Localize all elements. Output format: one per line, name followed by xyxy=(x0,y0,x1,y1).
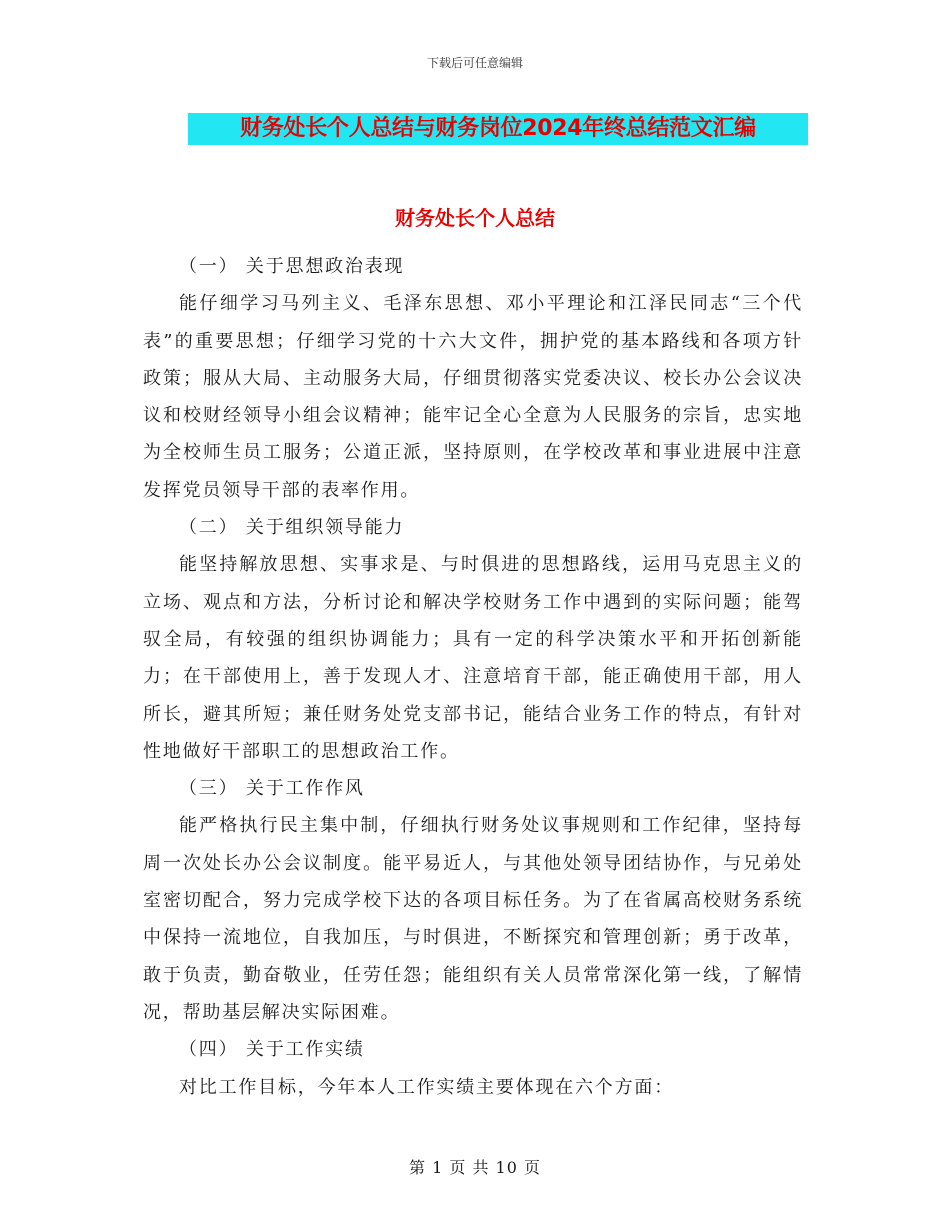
subsection-heading-3: （三） 关于工作作风 xyxy=(179,778,365,800)
subsection-heading-4: （四） 关于工作实绩 xyxy=(179,1039,365,1061)
section-title: 财务处长个人总结 xyxy=(395,206,555,230)
header-note: 下载后可任意编辑 xyxy=(426,56,523,70)
body-paragraph-4: 对比工作目标，今年本人工作实绩主要体现在六个方面： xyxy=(179,1076,674,1098)
body-paragraph-1: 能仔细学习马列主义、毛泽东思想、邓小平理论和江泽民同志“三个代表”的重要思想；仔细学习党的十六大文件，拥护党的基本路线和各项方针政策；服从大局、主动服务大局，仔细贯彻落实党委决议、校长办公会议决议和校财经领导小组会议精神；能牢记全心全意为人民服务的宗旨，忠实地为全校师生员工服务；公道正派，坚持原则，在学校改革和事业进展中注意发挥党员领导干部的表率作用。 xyxy=(143,293,803,501)
subsection-heading-1: （一） 关于思想政治表现 xyxy=(179,256,405,277)
body-paragraph-3: 能严格执行民主集中制，仔细执行财务处议事规则和工作纪律，坚持每周一次处长办公会议制度。能平易近人，与其他处领导团结协作，与兄弟处室密切配合，努力完成学校下达的各项目标任务。为了在省属高校财务系统中保持一流地位，自我加压，与时俱进，不断探究和管理创新；勇于改革，敢于负责，勤奋敬业，任劳任怨；能组织有关人员常常深化第一线，了解情况，帮助基层解决实际困难。 xyxy=(143,815,803,1023)
subsection-heading-2: （二） 关于组织领导能力 xyxy=(179,517,405,539)
document-title: 财务处长个人总结与财务岗位2024年终总结范文汇编 xyxy=(188,113,808,145)
page-footer: 第 1 页 共 10 页 xyxy=(409,1158,541,1177)
body-paragraph-2: 能坚持解放思想、实事求是、与时俱进的思想路线，运用马克思主义的立场、观点和方法，分析讨论和解决学校财务工作中遇到的实际问题；能驾驭全局，有较强的组织协调能力；具有一定的科学决策水平和开拓创新能力；在干部使用上，善于发现人才、注意培育干部，能正确使用干部，用人所长，避其所短；兼任财务处党支部书记，能结合业务工作的特点，有针对性地做好干部职工的思想政治工作。 xyxy=(143,554,803,762)
document-body xyxy=(143,248,803,1106)
